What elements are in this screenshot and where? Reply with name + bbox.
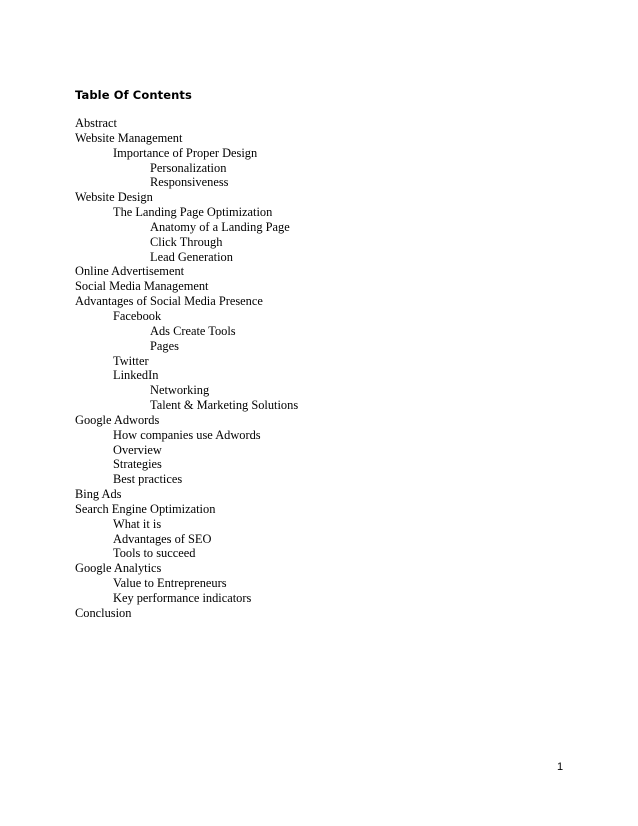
toc-entry: Overview xyxy=(113,442,162,457)
toc-entry: Lead Generation xyxy=(150,249,233,264)
toc-entry: Advantages of SEO xyxy=(113,531,212,546)
toc-entry: Conclusion xyxy=(75,605,132,620)
toc-entry: Talent & Marketing Solutions xyxy=(150,398,299,413)
toc-entry: Best practices xyxy=(113,472,183,487)
toc-entry: Anatomy of a Landing Page xyxy=(150,219,290,234)
toc-entry: Social Media Management xyxy=(75,279,209,294)
toc-entry: Advantages of Social Media Presence xyxy=(75,294,263,309)
toc-entry: Key performance indicators xyxy=(113,591,252,605)
toc-entry: Tools to succeed xyxy=(113,546,196,561)
toc-entry: Google Analytics xyxy=(75,561,162,576)
toc-entry: Networking xyxy=(150,383,210,398)
toc-entry: Twitter xyxy=(113,353,149,368)
toc-entry: Strategies xyxy=(113,457,162,472)
table-of-contents-list xyxy=(75,116,298,621)
toc-entry: Pages xyxy=(150,338,179,353)
toc-entry: Value to Entrepreneurs xyxy=(113,576,227,591)
toc-entry: How companies use Adwords xyxy=(113,427,261,442)
toc-entry: The Landing Page Optimization xyxy=(113,205,273,220)
toc-entry: Google Adwords xyxy=(75,412,160,427)
page-number: 1 xyxy=(557,761,564,773)
toc-entry: Click Through xyxy=(150,234,223,249)
toc-entry: Responsiveness xyxy=(150,175,229,190)
toc-entry: Search Engine Optimization xyxy=(75,501,216,516)
toc-entry: Website Management xyxy=(75,130,183,145)
toc-entry: Ads Create Tools xyxy=(150,323,236,338)
toc-entry: Importance of Proper Design xyxy=(113,145,258,160)
toc-entry: Abstract xyxy=(75,116,117,130)
toc-entry: Website Design xyxy=(75,190,153,205)
toc-entry: LinkedIn xyxy=(113,368,159,383)
toc-entry: Bing Ads xyxy=(75,487,122,502)
toc-entry: Personalization xyxy=(150,160,227,175)
toc-entry: What it is xyxy=(113,516,162,531)
page-title: Table Of Contents xyxy=(75,88,192,102)
toc-entry: Online Advertisement xyxy=(75,264,185,279)
toc-entry: Facebook xyxy=(113,308,162,323)
